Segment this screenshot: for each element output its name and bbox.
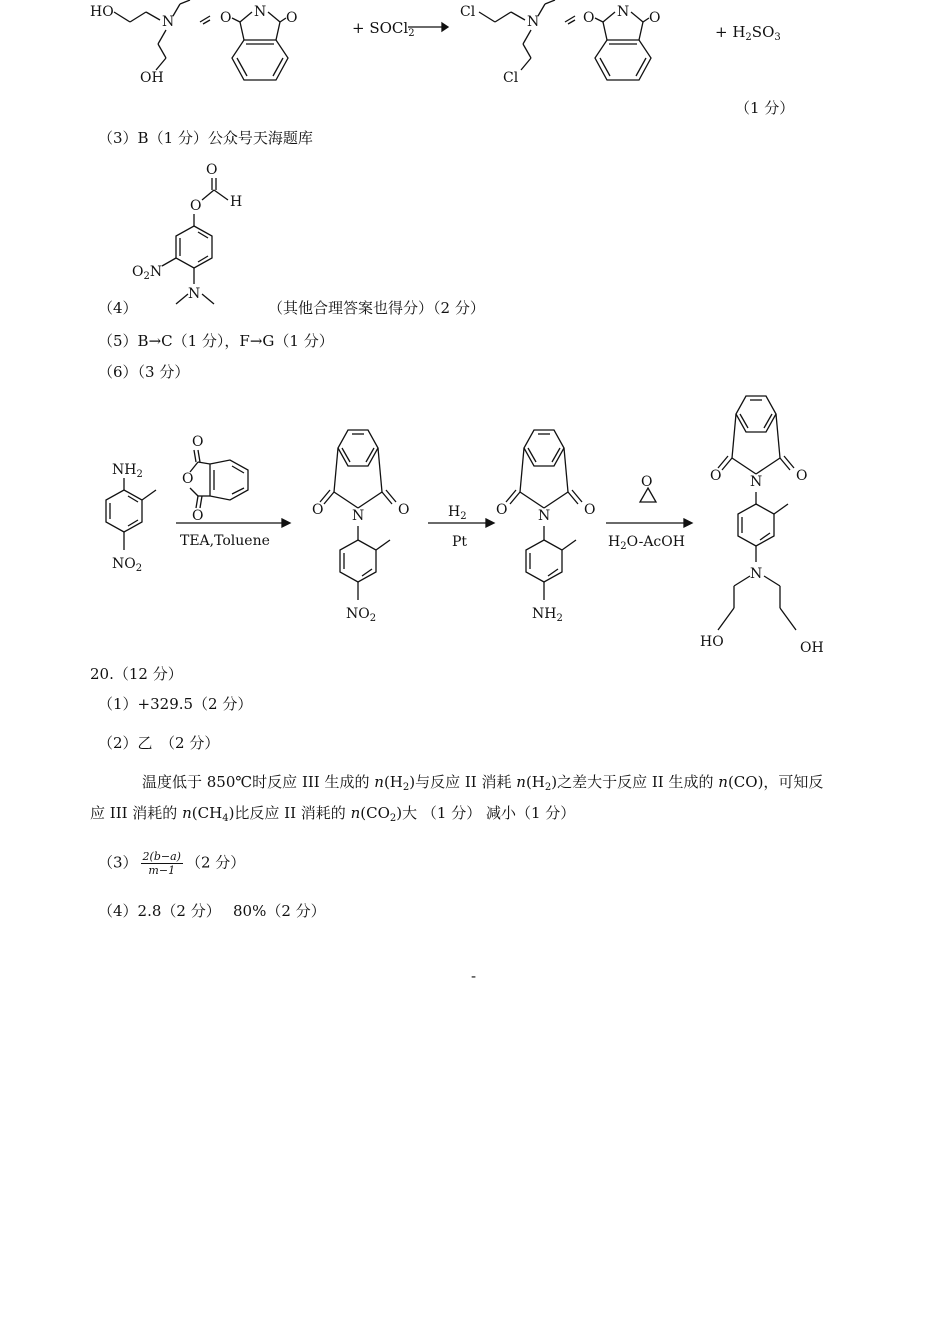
eq-score: （1 分）	[735, 99, 795, 117]
atom-o: O	[192, 508, 204, 524]
step1-conditions: TEA,Toluene	[180, 533, 270, 549]
atom-cl: Cl	[460, 4, 476, 20]
atom-no2: $NO_2$	[346, 606, 377, 624]
atom-o: O	[286, 10, 298, 26]
atom-nh2: $NH_2$	[532, 606, 563, 624]
answer-19-4-label: （4）	[98, 299, 138, 317]
atom-o: O	[583, 10, 595, 26]
answer-19-4-structure	[130, 160, 270, 310]
atom-o: O	[182, 471, 194, 487]
answer-20-2-explanation-line1: 温度低于 850℃时反应 III 生成的 $n(H_2)$与反应 II 消耗 $n(H_2)$之差大于反应 II 生成的 n(CO)，可知反	[142, 773, 824, 793]
atom-o: O	[496, 502, 508, 518]
reactant-structure	[80, 0, 350, 100]
atom-n: N	[617, 4, 630, 20]
atom-oh: OH	[140, 70, 164, 86]
answer-20-4: （4）2.8（2 分） 80%（2 分）	[98, 902, 326, 920]
atom-n: N	[188, 286, 201, 302]
atom-nh2: $NH_2$	[112, 462, 143, 480]
atom-n: N	[538, 508, 551, 524]
answer-20-2-explanation-line2: 应 III 消耗的 $n(CH_4)$比反应 II 消耗的 $n(CO_2)$大 （1 分） 减小（1 分）	[90, 804, 576, 824]
atom-o2n: $O_2N$	[132, 264, 163, 282]
atom-n: N	[750, 474, 763, 490]
q20-title: 20.（12 分）	[90, 665, 183, 683]
atom-h: H	[230, 194, 243, 210]
atom-n: N	[254, 4, 267, 20]
atom-oh: OH	[800, 640, 824, 656]
atom-ho: HO	[90, 4, 114, 20]
atom-o: O	[206, 162, 218, 178]
fraction: $\frac{2(b-a)}{m-1}$	[142, 850, 181, 877]
atom-n: N	[527, 14, 540, 30]
atom-n: N	[750, 566, 763, 582]
step2-reagent: $H_2$	[448, 504, 467, 522]
answer-19-6: （6）（3 分）	[98, 363, 190, 381]
atom-o: O	[649, 10, 661, 26]
atom-o: O	[796, 468, 808, 484]
answer-20-3: （3） $\frac{2(b-a)}{m-1}$ （2 分）	[98, 850, 246, 877]
answer-19-4-note: （其他合理答案也得分）（2 分）	[268, 299, 485, 317]
answer-19-3: （3）B（1 分）公众号天海题库	[98, 129, 313, 147]
page-footer-dash: -	[471, 967, 477, 985]
eq-reagent: + SOCl$_2$	[352, 19, 415, 39]
step2-catalyst: Pt	[452, 534, 468, 550]
product-structure	[455, 0, 695, 100]
atom-n: N	[162, 14, 175, 30]
step3-conditions: $H_2O$-AcOH	[608, 534, 685, 552]
reaction-arrow	[408, 20, 448, 34]
atom-o: O	[710, 468, 722, 484]
atom-o: O	[220, 10, 232, 26]
answer-20-2: （2）乙 （2 分）	[98, 734, 220, 752]
atom-n: N	[352, 508, 365, 524]
answer-20-1: （1）+329.5（2 分）	[98, 695, 253, 713]
atom-o: O	[584, 502, 596, 518]
atom-cl: Cl	[503, 70, 519, 86]
eq-product: + $H_2SO_3$	[715, 23, 781, 43]
atom-o: O	[398, 502, 410, 518]
atom-ho: HO	[700, 634, 724, 650]
answer-19-5: （5）B→C（1 分），F→G（1 分）	[98, 332, 334, 350]
atom-o: O	[641, 474, 653, 490]
atom-no2: $NO_2$	[112, 556, 143, 574]
synthesis-route	[90, 390, 850, 665]
atom-o: O	[190, 198, 202, 214]
atom-o: O	[312, 502, 324, 518]
atom-o: O	[192, 434, 204, 450]
